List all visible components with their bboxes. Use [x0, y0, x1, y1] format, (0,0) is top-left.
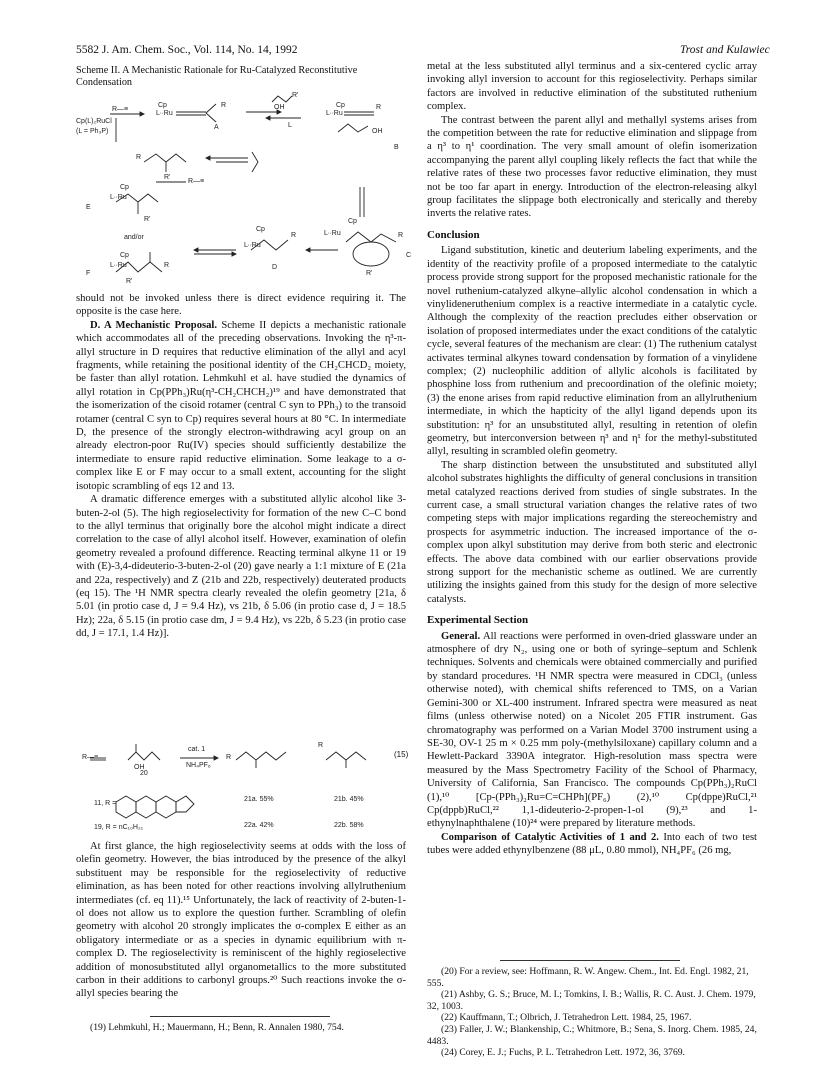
- scheme-cp-c: Cp: [348, 218, 357, 225]
- eq-r-19: 19, R = nC₁₀H₂₁: [94, 824, 144, 831]
- paragraph: A dramatic difference emerges with a substituted allylic alcohol like 3-buten-2-ol (5). The high regioselectivity for formation of the new C–C bond to the allyl terminus that originally bore the alcohol might indicate a direct correlation to the case of allyl alcohol itself. However, examination of olefin geometry revealed a profound difference. Reacting terminal alkyne 11 or 19 with (E)-3,4-dideuterio-3-buten-2-ol (20) gave nearly a 1:1 mixture of E (21a and 22a, respectively) and Z (21b and 22b, respectively) deuterated products (eq 15). The ¹H NMR spectra clearly revealed the olefin geometry [21a, δ 5.01 (in protio case d, J = 9.4 Hz), vs 21b, δ 5.06 (in protio case d, J = 18.5 Hz); 22a, δ 5.15 (in protio case dm, J = 9.4 Hz), vs 22b, δ 5.23 (in protio case dd, J = 17.1, 1.4 Hz)].: [76, 494, 406, 640]
- eq-yield-22a: 22a. 42%: [244, 822, 274, 829]
- scheme-cp-b: Cp: [336, 102, 345, 109]
- left-column-lower: [76, 840, 406, 1001]
- scheme-rp-f: R': [126, 278, 133, 285]
- paragraph: The sharp distinction between the unsubstituted and substituted allyl alcohol substrates highlights the difficulty of general conclusions in transition metal catalyzed reactions derived from studies of single substrates. In the current case, a small structural variation changes the relative rates of two competing steps with major implications regarding the stereochemistry and prospects for asymmetric induction. The increased importance of the σ-complex upon alkyl substitution may derive from both steric and electronic effects. The above data combined with our earlier observations provide strong support for the mechanistic scheme as outlined. We are currently utilizing the insights gained from this study for the design of more selective catalysts.: [427, 459, 757, 605]
- scheme-cp-f: Cp: [120, 252, 129, 259]
- scheme-r-d: R: [291, 232, 297, 239]
- scheme-r-a: R: [221, 102, 227, 109]
- eq-alkyne-r: R—≡: [82, 754, 99, 761]
- scheme-label-a: A: [214, 124, 219, 131]
- eq-yield-21b: 21b. 45%: [334, 796, 364, 803]
- paragraph-text: Into each of two test tubes were added ethynylbenzene (88 μL, 0.80 mmol), NH₄PF₆ (26 mg,: [427, 831, 758, 857]
- scheme-cp-a: Cp: [158, 102, 167, 109]
- footnote-20: (20) For a review, see: Hoffmann, R. W. Angew. Chem., Int. Ed. Engl. 1982, 21, 555.: [427, 966, 749, 989]
- scheme-rp-c: R': [366, 270, 373, 277]
- paragraph: should not be invoked unless there is direct evidence requiring it. The opposite is the case here.: [76, 293, 406, 318]
- footnote-divider: [150, 1016, 330, 1017]
- paragraph: At first glance, the high regioselectivity seems at odds with the loss of olefin geometry. However, the bias introduced by the presence of the alkyl substituent may be responsible for the regioselectivity of reductive elimination, as has been noted for other reactions involving allylruthenium intermediates (cf. eq 11).¹⁵ Unfortunately, the lack of reactivity of 2-buten-1-ol does not allow us to explore the question further. Scrambling of olefin geometry with alcohol 20 strongly implicates the σ-complex E either as an obligatory intermediate or as a species in dynamic equilibrium with π-complex D. The regioselectivity is reminiscent of the highly regioselective addition of monosubstituted allyl organometallics to the more substituted carbon in their additions to carbonyl groups.²⁰ Such reactions invoke the σ-allyl species bearing the: [76, 841, 406, 1000]
- scheme-cp-d: Cp: [256, 226, 265, 233]
- scheme-ru-b: L∙∙Ru: [326, 110, 343, 117]
- footnotes-right: [427, 966, 757, 1059]
- paragraph-text: All reactions were performed in oven-dried glassware under an atmosphere of dry N₂, using one or both of syringe–septum and Schlenk techniques. Solvents and chemicals were obtained commercially and purified by standard procedures. ¹H NMR spectra were measured in CDCl₃ (unless otherwise noted), with chemical shifts referenced to TMS, on a Varian Gemini-300 or XL-400 instrument. Infrared spectra were measured as neat films (unless otherwise noted) on a Nicolet 205 FTIR instrument. Gas chromatography was performed on a Varian Model 3700 instrument using a SE-30, OV-1 25 m × 0.25 mm poly-(methylsiloxane) capillary column and a Hewlett-Packard 3390A integrator. High-resolution mass spectra were measured by the Mass Spectrometry Facility of the School of Pharmacy, University of California, San Francisco. The compounds Cp(PPh₃)₂RuCl (1),¹⁰ [Cp-(PPh₃)₂Ru=C=CHPh](PF₆) (2),¹⁰ Cp(dppe)RuCl,²¹ Cp(dppb)RuCl,²² 1,1-dideuterio-2-propen-1-ol (9),²³ and 1-ethynylnaphthalene (10)²⁴ were prepared by literature methods.: [427, 630, 757, 830]
- scheme-ru-c: L∙∙Ru: [324, 230, 341, 237]
- paragraph: metal at the less substituted allyl terminus and a six-centered cyclic array invoking allyl inversion to account for this regioselectivity. Perhaps similar factors are involved in reductive elimination of the substituted ruthenium complex.: [427, 61, 757, 113]
- scheme-label-b: B: [394, 144, 399, 151]
- scheme-rp-1: R': [292, 92, 299, 99]
- paragraph-mechanistic-proposal: [76, 319, 406, 493]
- scheme-alkyne-1: R—≡: [112, 106, 129, 113]
- running-header-right: Trost and Kulawiec: [680, 44, 770, 56]
- scheme-label-e: E: [86, 204, 91, 211]
- eq-salt: NH₄PF₆: [186, 762, 211, 769]
- paragraph-comparison: [427, 831, 757, 858]
- scheme-ru-d: L∙∙Ru: [244, 242, 261, 249]
- eq-yield-22b: 22b. 58%: [334, 822, 364, 829]
- scheme-drawing: [76, 92, 416, 292]
- scheme-alkyne-2: R—≡: [188, 178, 205, 185]
- footnote-19: (19) Lehmkuhl, H.; Mauermann, H.; Benn, R. Annalen 1980, 754.: [90, 1022, 344, 1033]
- scheme-r-c: R: [398, 232, 404, 239]
- equation-15-figure: [76, 740, 416, 834]
- scheme-oh-1: OH: [274, 104, 285, 111]
- scheme-ru-e: L∙∙Ru: [110, 194, 127, 201]
- scheme-andor: and/or: [124, 234, 144, 241]
- run-in-heading: D. A Mechanistic Proposal.: [90, 319, 217, 331]
- scheme-label-l: L: [288, 122, 292, 129]
- scheme-r-b: R: [376, 104, 382, 111]
- scheme-cp-e: Cp: [120, 184, 129, 191]
- footnote-21: (21) Ashby, G. S.; Bruce, M. I.; Tomkins, I. B.; Wallis, R. C. Aust. J. Chem. 1979, 32, 1003.: [427, 989, 756, 1012]
- paragraph-text: Scheme II depicts a mechanistic rationale which accommodates all of the preceding observations. Invoking the η³-π-allyl structure in D requires that reductive elimination of the allyl and acyl fragments, while retaining the positional identity of the CH₂CHCD₂ moiety, be faster than allyl rotation. Lehmkuhl et al. have studied the dynamics of allyl rotation in Cp(PPh₃)Ru(η³-CH₂CHCH₂)¹⁹ and have demonstrated that the isomerization of the cisoid rotamer (central C syn to PPh₃) to the transoid rotamer (central C syn to Cp) requires several hours at 80 °C. In intermediate D, the presence of the strongly electron-withdrawing acyl group on an already electron-poor Ru(IV) species should sufficiently destabilize the intermediate to ensure rapid reductive elimination. Some leakage to a σ-complex like E or F may occur to a small extent, accounting for the slight isotopic scrambling of eqs 12 and 13.: [76, 319, 406, 492]
- eq-catalyst: cat. 1: [188, 746, 206, 753]
- eq-r-11: 11, R =: [94, 800, 117, 807]
- section-heading-experimental: Experimental Section: [427, 614, 529, 627]
- paragraph: The contrast between the parent allyl and methallyl systems arises from the competition between the rate for reductive elimination and slippage from a η³ to η¹ coordination. The very small amount of olefin isomerization accompanying the parent allyl coupling likely reflects the fact that while the relative rates of these two processes favor reductive elimination, they must not be too far apart in energy. Introduction of the electron-releasing alkyl group facilitates the slippage both electronically and sterically and thereby inverts the relative rates.: [427, 114, 757, 220]
- scheme-ligand: (L = Ph₃P): [76, 128, 109, 135]
- scheme-rp-2: R': [164, 174, 171, 181]
- scheme-figure: [76, 92, 416, 292]
- run-in-heading: Comparison of Catalytic Activities of 1 and 2.: [441, 831, 659, 843]
- right-column: [427, 60, 757, 858]
- eq-r-product-2: R: [226, 754, 232, 761]
- scheme-rp-e: R': [144, 216, 151, 223]
- run-in-heading: General.: [441, 630, 481, 642]
- scheme-title: Scheme II. A Mechanistic Rationale for Ru-Catalyzed Reconstitutive Condensation: [76, 65, 358, 88]
- footnote-divider: [500, 960, 680, 961]
- eq-oh: OH: [134, 764, 145, 771]
- scheme-ru-a: L∙∙Ru: [156, 110, 173, 117]
- footnote-23: (23) Faller, J. W.; Blankenship, C.; Whitmore, B.; Sena, S. Inorg. Chem. 1985, 24, 4483.: [427, 1023, 757, 1047]
- scheme-r-f: R: [164, 262, 170, 269]
- equation-number: (15): [394, 750, 409, 759]
- paragraph: Ligand substitution, kinetic and deuterium labeling experiments, and the identity of the reactivity profile of a proposed intermediate to the catalytic process provide strong support for the proposed mechanistic rationale for the novel ruthenium-catalyzed alkyne–allylic alcohol condensation in which a vinylideneruthenium complex is a reactive intermediate in a catalytic cycle. Although the complexity of the reaction precludes either observation or isolation of proposed intermediates under the exact conditions of the catalytic cycle, several features of the mechanism are clear: (1) The ruthenium catalyst activates terminal alkynes toward condensation by formation of a vinylidene complex; (2) nucleophilic addition of allylic alcohols is facilitated by phosphine loss from ruthenium and precoordination of the olefinic moiety; (3) the enone arises from rapid reductive elimination from an allylruthenium intermediate, in which the hapticity of the allyl ligand depends upon its substitution: η³ for an unsubstituted allyl, resulting in retention of olefin geometry, but interconversion between η³ and η¹ for the methyl-substituted allyl, resulting in scrambled olefin geometry.: [427, 245, 757, 458]
- scheme-ru-f: L∙∙Ru: [110, 262, 127, 269]
- eq-r-product: R: [318, 742, 324, 749]
- scheme-catalyst: Cp(L)₂RuCl: [76, 118, 112, 125]
- footnote-24: (24) Corey, E. J.; Fuchs, P. L. Tetrahedron Lett. 1972, 36, 3769.: [441, 1047, 685, 1059]
- scheme-oh-b: OH: [372, 128, 383, 135]
- scheme-label-c: C: [406, 252, 412, 259]
- scheme-r-2: R: [136, 154, 142, 161]
- running-header-left: 5582 J. Am. Chem. Soc., Vol. 114, No. 14, 1992: [76, 44, 298, 56]
- section-heading-conclusion: Conclusion: [427, 228, 480, 241]
- left-column-upper: [76, 292, 406, 641]
- eq-compound-20: 20: [140, 770, 148, 777]
- paragraph-general: [427, 630, 757, 831]
- footnote-22: (22) Kauffmann, T.; Olbrich, J. Tetrahedron Lett. 1984, 25, 1967.: [441, 1012, 692, 1024]
- eq-yield-21a: 21a. 55%: [244, 796, 274, 803]
- scheme-label-d: D: [272, 264, 278, 271]
- equation-drawing: [76, 740, 416, 834]
- scheme-label-f: F: [86, 270, 91, 277]
